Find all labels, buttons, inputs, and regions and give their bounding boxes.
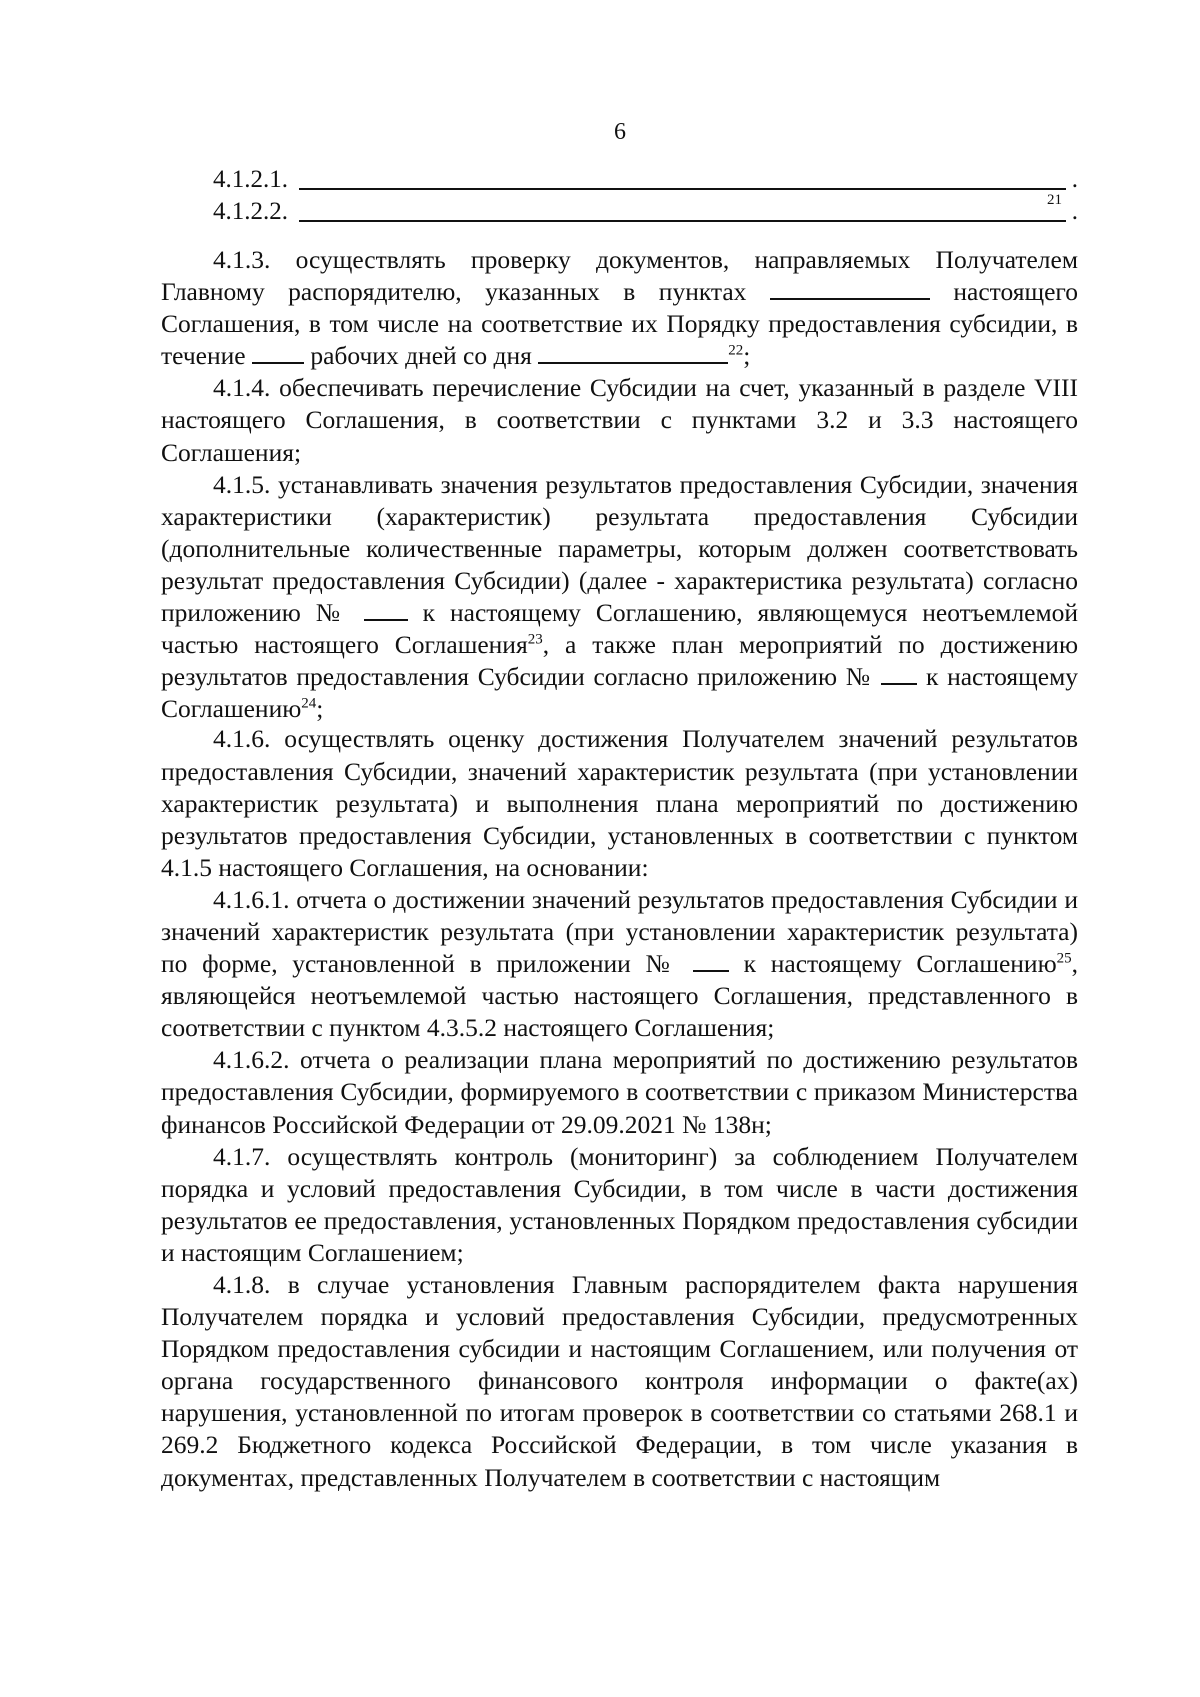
fill-in-blank	[693, 948, 729, 972]
blank-item-4-1-2-1	[213, 164, 1078, 196]
paragraph-4-1-6-1	[161, 884, 1078, 1044]
item-number: 4.1.2.2.	[213, 198, 288, 225]
fill-in-blank	[364, 597, 408, 621]
fill-in-line	[299, 220, 1066, 222]
paragraph-text: , а также план мероприятий по достижению результатов предоставления Субсидии согласно приложению №	[161, 630, 1078, 692]
footnote-ref: 23	[527, 631, 543, 648]
paragraph-text: настоящего Соглашения, в том числе на соответствие их Порядку предоставления субсидии, в течение	[161, 277, 1079, 371]
document-body	[161, 244, 1078, 1494]
paragraph-text: ;	[743, 341, 751, 371]
paragraph-text: ;	[316, 694, 324, 724]
paragraph-text: 4.1.3. осуществлять проверку документов, направляемых Получателем Главному распорядителю, указанных в пунктах	[161, 245, 1078, 307]
paragraph-text: к настоящему Соглашению, являющемуся неотъемлемой частью настоящего Соглашения	[161, 598, 1079, 660]
paragraph-text: 4.1.5. устанавливать значения результатов предоставления Субсидии, значения характеристики (характеристик) результата предоставления Субсидии (дополнительные количественные параметры, которым должен соответствовать результат предоставления Субсидии) (далее - характеристика результата) согласно приложению №	[161, 469, 1078, 628]
item-end: .	[1071, 198, 1078, 225]
item-end: .	[1071, 166, 1078, 193]
paragraph-4-1-6-2: 4.1.6.2. отчета о реализации плана мероприятий по достижению результатов предоставления Субсидии, формируемого в соответствии с приказом Министерства финансов Российской Федерации от 29.09.2021 № 138н;	[161, 1045, 1078, 1139]
paragraph-4-1-3	[161, 244, 1078, 372]
fill-in-blank	[770, 276, 930, 300]
paragraph-text: рабочих дней со дня	[310, 341, 532, 371]
fill-in-blank	[881, 661, 917, 685]
paragraph-text: к настоящему Соглашению	[743, 949, 1057, 979]
footnote-ref: 25	[1056, 950, 1072, 967]
paragraph-4-1-5	[161, 469, 1078, 726]
fill-in-blank	[538, 340, 728, 364]
fill-in-line	[299, 188, 1066, 190]
footnote-ref: 21	[1047, 192, 1062, 208]
fill-in-blank	[252, 340, 304, 364]
paragraph-text: , являющейся неотъемлемой частью настоящего Соглашения, представленного в соответствии с пунктом 4.3.5.2 настоящего Соглашения;	[161, 949, 1079, 1043]
paragraph-4-1-8: 4.1.8. в случае установления Главным распорядителем факта нарушения Получателем порядка и условий предоставления Субсидии, предусмотренных Порядком предоставления субсидии и настоящим Соглашением, или получения от органа государственного финансового контроля информации о факте(ах) нарушения, установленной по итогам проверок в соответствии со статьями 268.1 и 269.2 Бюджетного кодекса Российской Федерации, в том числе указания в документах, представленных Получателем в соответствии с настоящим	[161, 1270, 1078, 1492]
paragraph-text: к настоящему Соглашению	[161, 662, 1079, 724]
paragraph-4-1-7: 4.1.7. осуществлять контроль (мониторинг) за соблюдением Получателем порядка и условий предоставления Субсидии, в том числе в части достижения результатов ее предоставления, установленных Порядком предоставления субсидии и настоящим Соглашением;	[161, 1141, 1078, 1267]
blank-item-4-1-2-2	[213, 192, 1078, 228]
footnote-ref: 24	[301, 695, 317, 712]
paragraph-4-1-6: 4.1.6. осуществлять оценку достижения Получателем значений результатов предоставления Субсидии, значений характеристик результата (при установлении характеристик результата) и выполнения плана мероприятий по достижению результатов предоставления Субсидии, установленных в соответствии с пунктом 4.1.5 настоящего Соглашения, на основании:	[161, 724, 1078, 882]
page-number: 6	[614, 119, 626, 145]
paragraph-4-1-4: 4.1.4. обеспечивать перечисление Субсидии на счет, указанный в разделе VIII настоящего Соглашения, в соответствии с пунктами 3.2 и 3.3 настоящего Соглашения;	[161, 373, 1078, 467]
footnote-ref: 22	[728, 342, 744, 359]
paragraph-text: 4.1.6.1. отчета о достижении значений результатов предоставления Субсидии и значений характеристик результата (при установлении характеристик результата) по форме, установленной в приложении №	[161, 884, 1078, 979]
item-number: 4.1.2.1.	[213, 166, 288, 193]
